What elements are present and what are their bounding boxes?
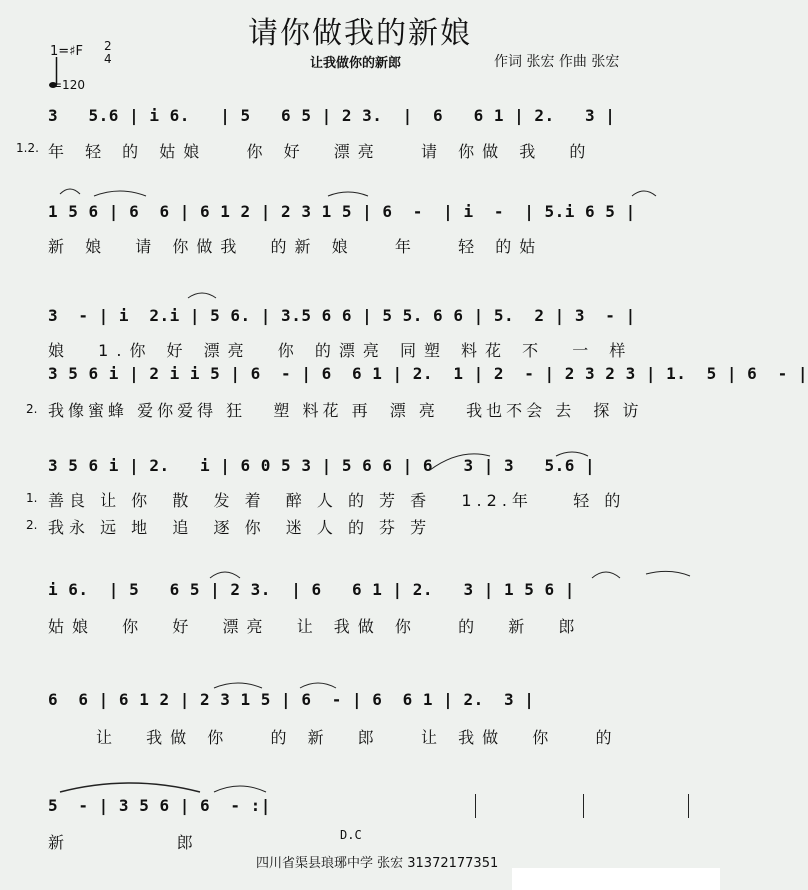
meter-bottom: 4 [104, 52, 112, 66]
lyric-line-3: 娘 1.你 好 漂亮 你 的漂亮 同塑 料花 不 一 样 [48, 341, 634, 360]
tie [214, 786, 266, 792]
tie [60, 783, 200, 792]
lyric-line-4: 我像蜜蜂 爱你爱得 狂 塑 料花 再 漂 亮 我也不会 去 探 访 [48, 401, 643, 420]
meter-top: 2 [104, 39, 112, 53]
notes-line-8: 5 - | 3 5 6 | 6 - :| [48, 796, 271, 815]
notes-line-7: 6 6 | 6 1 2 | 2 3 1 5 | 6 - | 6 6 1 | 2. 3 | [48, 690, 535, 709]
verse-label: 1.2. [16, 141, 39, 155]
lyric-line-1: 年 轻 的 姑娘 你 好 漂亮 请 你做 我 的 [48, 142, 594, 161]
slur [592, 572, 620, 578]
footer-credit: 四川省渠县琅琊中学 张宏 31372177351 [256, 856, 499, 871]
song-subtitle: 让我做你的新郎 [310, 56, 402, 71]
lyric-line-5b: 我永 远 地 追 逐 你 迷 人 的 芬 芳 [48, 518, 432, 537]
verse-label: 1. [26, 491, 38, 505]
song-credits: 作词 张宏 作曲 张宏 [494, 54, 620, 70]
tie [646, 571, 690, 576]
verse-label: 2. [26, 518, 38, 532]
notes-line-5: 3 5 6 i | 2. i | 6 0 5 3 | 5 6 6 | 6 3 | 3 5.6 | [48, 456, 596, 475]
slur [188, 293, 216, 298]
lyric-line-7: 让 我做 你 的 新 郎 让 我做 你 的 [96, 728, 620, 747]
notes-line-3: 3 - | i 2.i | 5 6. | 3.5 6 6 | 5 5. 6 6 | 5. 2 | 3 - | [48, 306, 636, 325]
slur [328, 192, 368, 196]
slur [300, 683, 336, 688]
notes-line-1: 3 5.6 | i 6. | 5 6 5 | 2 3. | 6 6 1 | 2. 3 | [48, 106, 616, 125]
tie [556, 452, 588, 456]
notes-line-6: i 6. | 5 6 5 | 2 3. | 6 6 1 | 2. 3 | 1 5 6 | [48, 580, 575, 599]
slur [210, 572, 240, 578]
slur [632, 191, 656, 196]
key-signature: 1=♯F [50, 44, 83, 59]
lyric-line-8: 新 郎 [48, 833, 201, 852]
lyric-line-2: 新 娘 请 你做我 的新 娘 年 轻 的姑 [48, 237, 544, 256]
lyric-line-6: 姑娘 你 好 漂亮 让 我做 你 的 新 郎 [48, 617, 583, 636]
verse-label: 2. [26, 402, 38, 416]
song-title: 请你做我的新娘 [248, 16, 472, 51]
lyric-line-5a: 善良 让 你 散 发 着 醉 人 的 芳 香 1.2.年 轻 的 [48, 491, 626, 510]
dc-mark: D.C [340, 828, 362, 842]
notes-line-2: 1 5 6 | 6 6 | 6 1 2 | 2 3 1 5 | 6 - | i - | 5.i 6 5 | [48, 202, 636, 221]
notes-line-4: 3 5 6 i | 2 i i 5 | 6 - | 6 6 1 | 2. 1 | 2 - | 2 3 2 3 | 1. 5 | 6 - | [48, 364, 808, 383]
tempo-mark: =120 [52, 78, 85, 92]
tie [430, 454, 490, 470]
corner-mask [512, 868, 720, 890]
slur [60, 189, 80, 194]
tie [214, 683, 262, 688]
tie [94, 191, 146, 196]
